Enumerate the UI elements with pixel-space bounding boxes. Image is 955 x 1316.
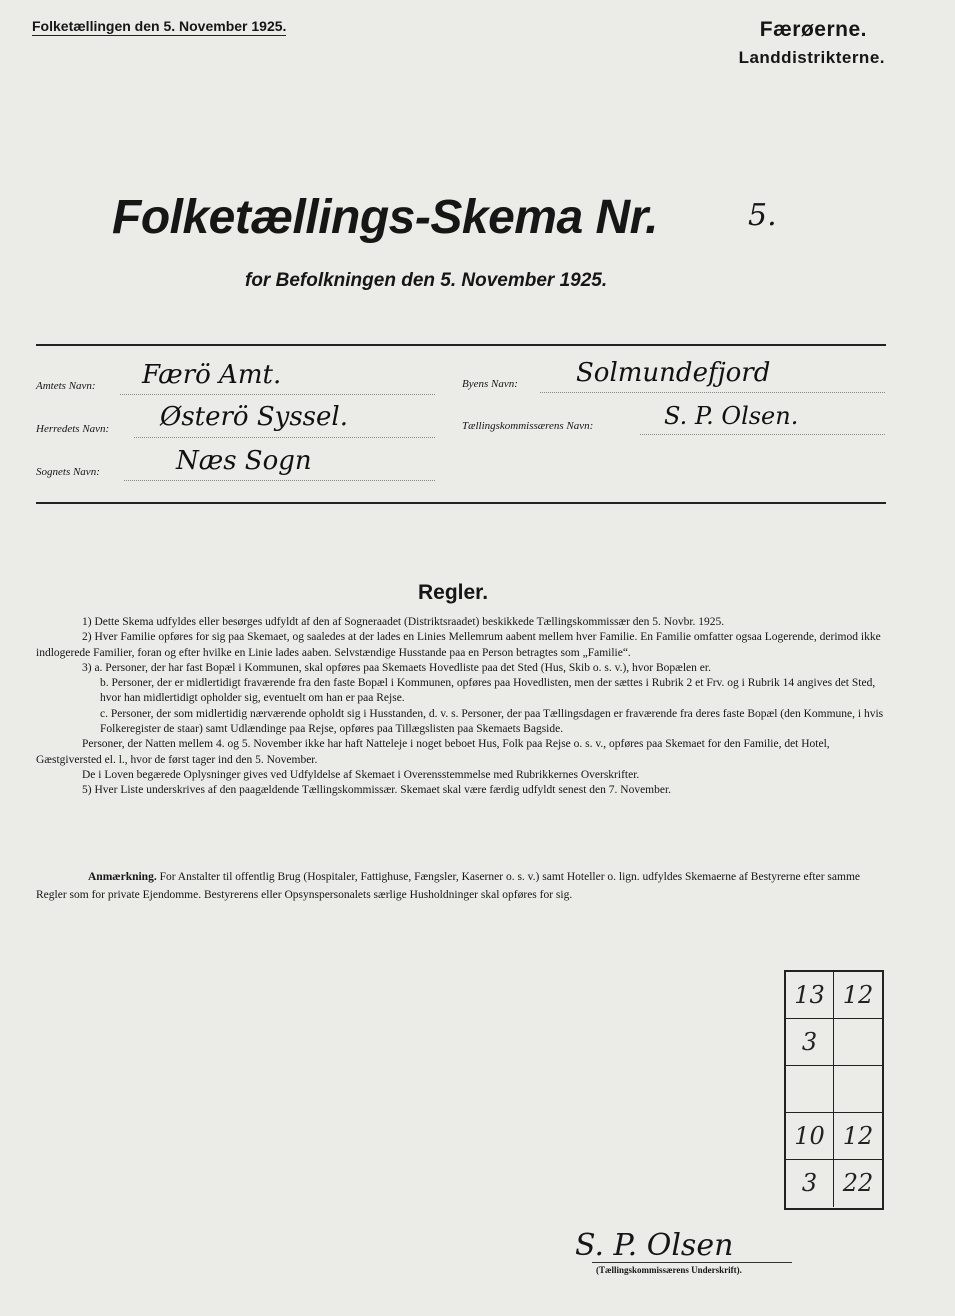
rules-text	[36, 615, 892, 799]
tally-cell	[834, 1019, 882, 1066]
remark-label: Anmærkning.	[88, 871, 157, 883]
tally-cell: 12	[834, 1113, 882, 1160]
rule-5: 5) Hver Liste underskrives af den paagældende Tællingskommissær. Skemaet skal være færdig udfyldt senest den 7. November.	[82, 784, 672, 797]
rule-3a: 3) a. Personer, der har fast Bopæl i Kommunen, skal opføres paa Skemaets Hovedliste paa det Sted (Hus, Skib o. s. v.), hvor Bopælen er.	[82, 661, 711, 674]
census-date-header: Folketællingen den 5. November 1925.	[32, 18, 287, 34]
top-divider	[36, 344, 886, 346]
by-label: Byens Navn:	[462, 378, 518, 390]
signature-line	[592, 1262, 792, 1263]
tally-cell	[834, 1066, 882, 1113]
tally-cell: 13	[786, 972, 834, 1019]
by-value: Solmundefjord	[576, 358, 771, 388]
signature-handwritten: S. P. Olsen	[575, 1228, 734, 1263]
form-subtitle: for Befolkningen den 5. November 1925.	[245, 270, 608, 291]
rule-2: 2) Hver Familie opføres for sig paa Skemaet, og saaledes at der lades en Linies Mellemrum aabent mellem hver Familie. En Familie omfatter ogsaa Logerende, derimod ikke indlogerede Familier, foran og efter hvilke en Linie lades aaben. Selvstændige Husstande paa en Person betragtes som „Familie“.	[36, 631, 881, 659]
herred-value: Østerö Syssel.	[160, 402, 348, 432]
rule-4: De i Loven begærede Oplysninger gives ved Udfyldelse af Skemaet i Overensstemmelse med Rubrikkernes Overskrifter.	[82, 768, 640, 781]
rule-3c: c. Personer, der som midlertidig nærværende opholdt sig i Husstanden, d. v. s. Personer, der paa Tællingsdagen er fraværende fra deres faste Bopæl (den Kommune, i hvis Folkeregister de staar) samt Udlændinge paa Rejse, opføres paa Tillægslisten paa Skemaets Bagside.	[100, 707, 884, 736]
sogn-label: Sognets Navn:	[36, 466, 100, 478]
herred-label: Herredets Navn:	[36, 423, 110, 435]
tally-cell	[786, 1066, 834, 1113]
tally-cell: 22	[842, 1169, 874, 1197]
rule-1: 1) Dette Skema udfyldes eller besørges udfyldt af den af Sogneraadet (Distriktsraadet) beskikkede Tællingskommissær den 5. Novbr. 1925.	[82, 616, 725, 628]
form-title: Folketællings-Skema Nr.	[112, 191, 659, 244]
region-header: Færøerne.	[759, 18, 867, 41]
tally-cell: 3	[786, 1160, 834, 1207]
form-number-handwritten: 5.	[748, 198, 777, 233]
amt-label: Amtets Navn:	[36, 380, 96, 392]
amt-value: Færö Amt.	[142, 360, 282, 390]
herred-dotted-line	[134, 436, 435, 438]
rule-3d: Personer, der Natten mellem 4. og 5. November ikke har haft Natteleje i noget beboet Hus, Folk paa Rejse o. s. v., opføres paa Skemaet for den Familie, det Hotel, Gæstgiversted el. l., hvor de først tager ind den 5. November.	[36, 738, 830, 766]
tally-cell: 12	[834, 972, 882, 1019]
remark-text: For Anstalter til offentlig Brug (Hospitaler, Fattighuse, Fængsler, Kaserner o. s. v.) samt Hoteller o. lign. udfyldes Skemaerne af Bestyrerne efter samme Regler som for private Ejendomme. Bestyrerens eller Opsynspersonalets særlige Husholdninger skal opføres for sig.	[36, 871, 860, 901]
sogn-dotted-line	[124, 479, 435, 481]
tally-cell: 3	[786, 1019, 834, 1066]
sogn-value: Næs Sogn	[176, 446, 312, 476]
amt-dotted-line	[120, 393, 435, 395]
rules-heading: Regler.	[418, 581, 489, 604]
bottom-divider	[36, 502, 886, 504]
rule-3b: b. Personer, der er midlertidigt fraværende fra den faste Bopæl i Kommunen, opføres paa Hovedlisten, men der sættes i Rubrik 2 et Frv. og i Rubrik 14 angives det Sted, hvor han midlertidigt opholder sig, eventuelt om han er paa Rejse.	[100, 677, 876, 705]
signature-caption: (Tællingskommissærens Underskrift).	[596, 1265, 742, 1275]
kommissaer-dotted-line	[640, 433, 885, 435]
kommissaer-label: Tællingskommissærens Navn:	[462, 420, 594, 432]
remark-note	[36, 868, 892, 904]
district-header: Landdistrikterne.	[738, 48, 885, 67]
tally-box	[784, 970, 884, 1210]
by-dotted-line	[540, 391, 885, 393]
tally-cell: 10	[786, 1113, 834, 1160]
kommissaer-value: S. P. Olsen.	[664, 402, 799, 430]
